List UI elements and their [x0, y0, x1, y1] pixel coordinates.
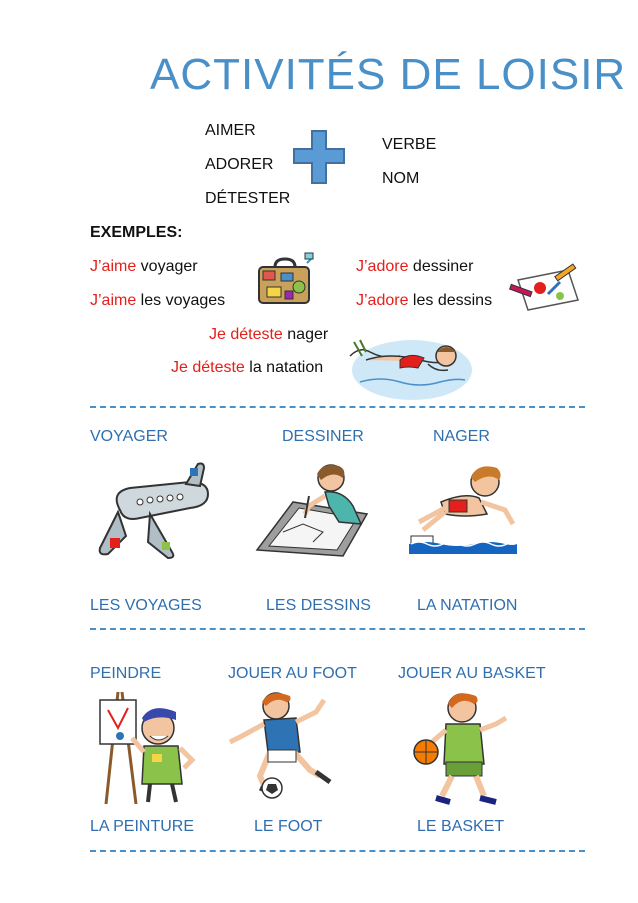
example-verb: J’adore: [356, 258, 409, 275]
example-verb: J’aime: [90, 258, 137, 275]
divider: [90, 406, 585, 408]
example-4: [356, 291, 492, 311]
label-la-peinture: LA PEINTURE: [90, 818, 195, 835]
label-les-voyages: LES VOYAGES: [90, 597, 202, 614]
basketball-boy-icon: [410, 690, 518, 808]
label-les-dessins: LES DESSINS: [266, 597, 371, 614]
label-nager: NAGER: [433, 428, 490, 445]
example-3: [356, 257, 473, 277]
page-title: ACTIVITÉS DE LOISIR: [150, 50, 627, 99]
example-6: [171, 358, 323, 378]
label-dessiner: DESSINER: [282, 428, 364, 445]
example-rest: la natation: [244, 359, 324, 376]
example-rest: voyager: [136, 258, 198, 275]
label-peindre: PEINDRE: [90, 665, 162, 682]
verb-adorer: ADORER: [205, 156, 274, 173]
example-2: [90, 291, 225, 311]
example-verb: J’aime: [90, 292, 137, 309]
label-la-natation: LA NATATION: [417, 597, 518, 614]
verb-aimer: AIMER: [205, 122, 256, 139]
example-rest: les voyages: [136, 292, 226, 309]
drawing-paper-icon: [510, 268, 580, 312]
verb-detester: DÉTESTER: [205, 190, 291, 207]
complement-nom: NOM: [382, 170, 420, 187]
example-verb: Je déteste: [209, 326, 283, 343]
diving-boy-icon: [405, 458, 520, 556]
label-le-foot: LE FOOT: [254, 818, 323, 835]
example-rest: les dessins: [408, 292, 493, 309]
example-rest: dessiner: [408, 258, 474, 275]
example-5: [209, 325, 328, 345]
plus-icon: [293, 130, 345, 184]
label-voyager: VOYAGER: [90, 428, 168, 445]
examples-heading: EXEMPLES:: [90, 224, 183, 241]
label-le-basket: LE BASKET: [417, 818, 505, 835]
airplane-icon: [90, 462, 215, 560]
example-verb: Je déteste: [171, 359, 245, 376]
suitcase-icon: [255, 255, 315, 307]
divider: [90, 850, 585, 852]
example-1: [90, 257, 198, 277]
swimmer-icon: [340, 322, 475, 404]
label-jouer-au-basket: JOUER AU BASKET: [398, 665, 546, 682]
divider: [90, 628, 585, 630]
example-rest: nager: [282, 326, 329, 343]
example-verb: J’adore: [356, 292, 409, 309]
drawing-boy-icon: [253, 462, 371, 557]
label-jouer-au-foot: JOUER AU FOOT: [228, 665, 357, 682]
complement-verbe: VERBE: [382, 136, 437, 153]
football-boy-icon: [220, 690, 338, 802]
painter-boy-icon: [92, 688, 194, 806]
